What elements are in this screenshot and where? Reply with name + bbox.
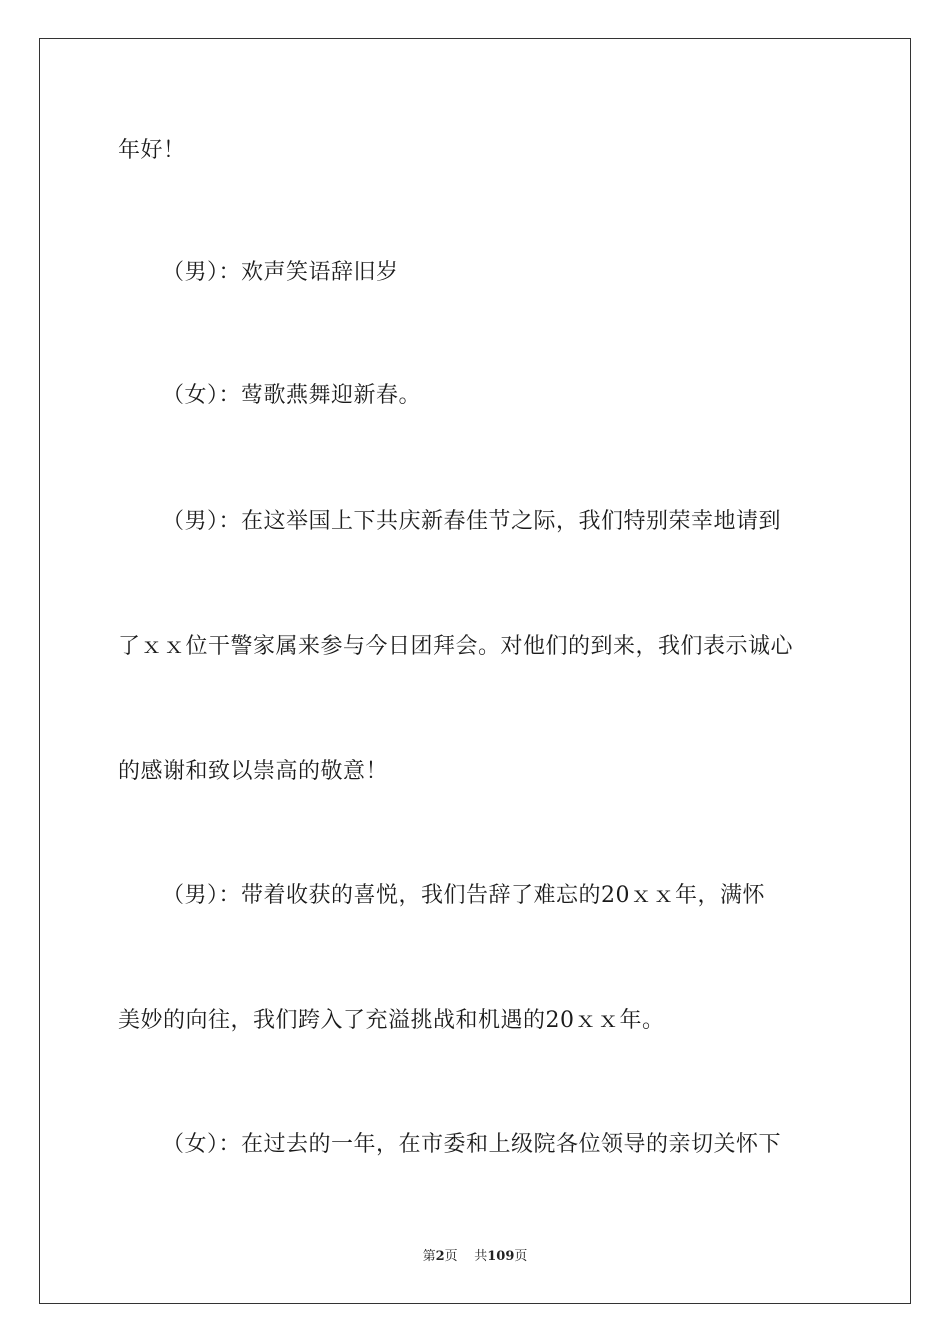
page-label-suffix: 页 xyxy=(444,1249,458,1264)
paragraph-line: （男）：欢声笑语辞旧岁 xyxy=(162,260,399,285)
paragraph-line: （男）：带着收获的喜悦，我们告辞了难忘的20ｘｘ年，满怀 xyxy=(162,883,765,908)
total-label-suffix: 页 xyxy=(514,1249,528,1264)
page-number: 2 xyxy=(435,1249,445,1264)
total-pages: 109 xyxy=(487,1249,515,1264)
paragraph-line: 年好！ xyxy=(118,138,186,163)
page-footer xyxy=(0,1248,950,1266)
paragraph-line: （女）：在过去的一年，在市委和上级院各位领导的亲切关怀下 xyxy=(162,1132,782,1157)
page-label-prefix: 第 xyxy=(422,1249,436,1264)
paragraph-line: （男）：在这举国上下共庆新春佳节之际，我们特别荣幸地请到 xyxy=(162,509,782,534)
paragraph-line: （女）：莺歌燕舞迎新春。 xyxy=(162,383,422,408)
paragraph-line: 了ｘｘ位干警家属来参与今日团拜会。对他们的到来，我们表示诚心 xyxy=(118,634,794,659)
page-border xyxy=(39,38,911,1304)
paragraph-line: 的感谢和致以崇高的敬意！ xyxy=(118,759,389,784)
total-label-prefix: 共 xyxy=(474,1249,488,1264)
paragraph-line: 美妙的向往，我们跨入了充溢挑战和机遇的20ｘｘ年。 xyxy=(118,1008,665,1033)
